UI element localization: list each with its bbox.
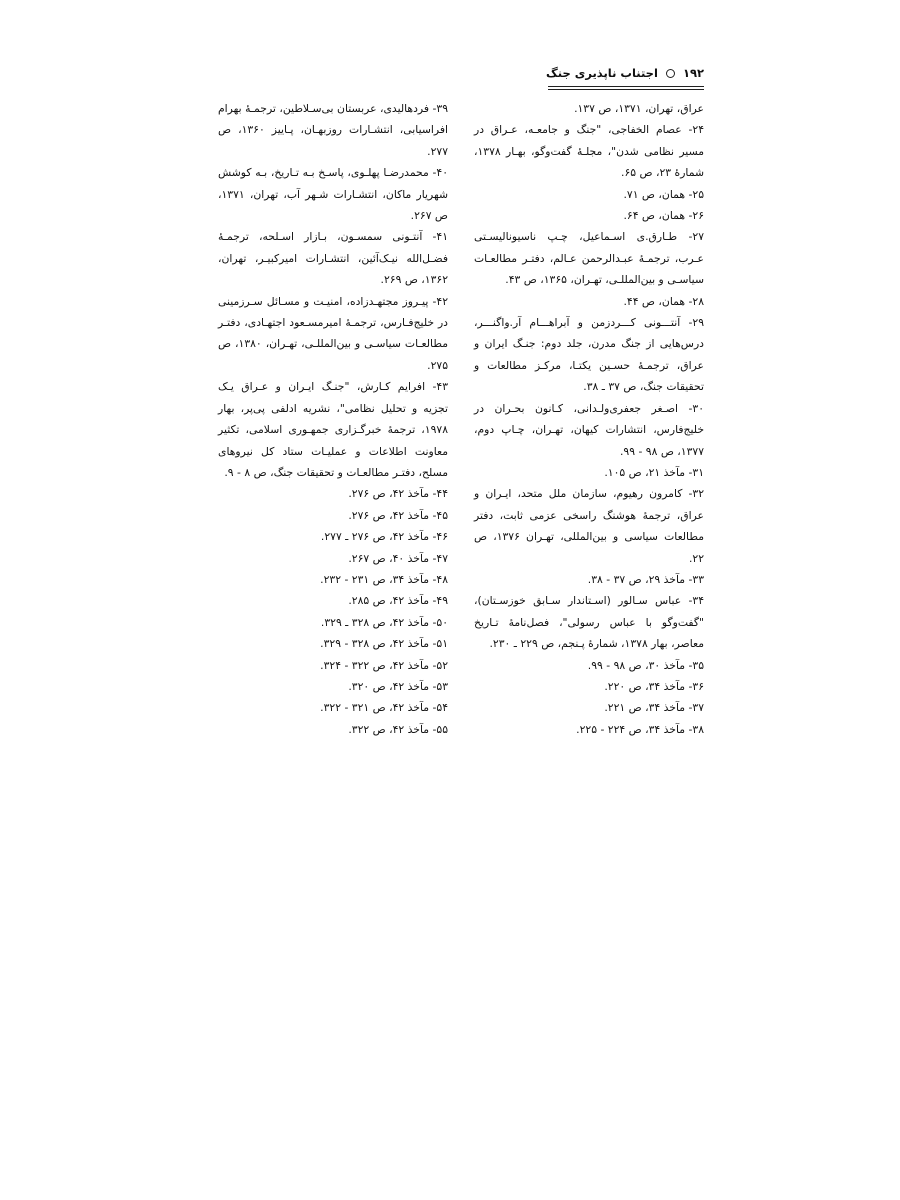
footnote-entry: ۴۳- افرایم کـارش، "جنـگ ایـران و عـراق یـک تجزیه و تحلیل نظامی"، نشریه ادلفی پی‌پر، بهار ۱۹۷۸، ترجمهٔ خبرگـزاری جمهـوری اسلامی، تکثیر معاونت اطلاعات و عملیـات ستاد کل نیروهای مسلح، دفتـر مطالعـات و تحقیقات جنگ، ص ۸ - ۹. xyxy=(218,380,448,479)
footnote-entry: ۲۶- همان، ص ۶۴. xyxy=(623,209,704,223)
footnote-entry: ۲۵- همان، ص ۷۱. xyxy=(623,187,704,201)
footnote-entry: ۳۸- مآخذ ۳۴، ص ۲۲۴ - ۲۲۵. xyxy=(576,722,704,736)
header-rule xyxy=(548,86,704,87)
footnote-entry: ۳۶- مآخذ ۳۴، ص ۲۲۰. xyxy=(604,679,704,693)
footnote-entry: ۳۹- فردهالیدی، عربستان بی‌سـلاطین، ترجمـهٔ بهرام افراسیابی، انتشـارات روزبهـان، پـاییز ۱۳۶۰، ص ۲۷۷. xyxy=(218,102,448,158)
footnote-entry: ۵۱- مآخذ ۴۲، ص ۳۲۸ - ۳۲۹. xyxy=(320,637,448,651)
footnote-entry: ۳۴- عباس سـالور (اسـتاندار سـابق خوزسـتان)، "گفت‌وگو با عباس رسولی"، فصل‌نامهٔ تـاریخ معاصر، بهار ۱۳۷۸، شمارهٔ پـنجم، ص ۲۲۹ ـ ۲۳۰. xyxy=(474,594,704,651)
footnote-entry: ۴۱- آنتـونی سمسـون، بـازار اسـلحه، ترجمـهٔ فضـل‌الله نیـک‌آئین، انتشـارات امیرکبیـر، تهران، ۱۳۶۲، ص ۲۶۹. xyxy=(218,230,448,287)
footnote-entry: ۵۲- مآخذ ۴۲، ص ۳۲۲ - ۳۲۴. xyxy=(320,658,448,672)
footnote-entry: ۳۱- مآخذ ۲۱، ص ۱۰۵. xyxy=(604,465,704,479)
footnote-entry: ۴۵- مآخذ ۴۲، ص ۲۷۶. xyxy=(348,508,448,522)
footnote-entry: ۴۰- محمدرضـا پهلـوی، پاسـخ بـه تـاریخ، بـه کوشش شهریار ماکان، انتشـارات شـهر آب، تهران، ۱۳۷۱، ص ۲۶۷. xyxy=(218,166,448,223)
footnote-entry: ۲۷- طـارق.ی اسـماعیل، چـپ ناسیونالیسـتی عـرب، ترجمـهٔ عبـدالرحمن عـالم، دفتـر مطالعـات سیاسـی و بین‌المللـی، تهـران، ۱۳۶۵، ص ۴۳. xyxy=(474,230,704,287)
footnote-entry: ۴۶- مآخذ ۴۲، ص ۲۷۶ ـ ۲۷۷. xyxy=(320,530,448,544)
footnote-entry: ۲۴- عصام الخفاجی، "جنگ و جامعـه، عـراق در مسیر نظامی شدن"، مجلـهٔ گفت‌وگو، بهـار ۱۳۷۸، شمارهٔ ۲۳، ص ۶۵. xyxy=(474,123,704,180)
footnote-entry: ۳۷- مآخذ ۳۴، ص ۲۲۱. xyxy=(604,701,704,715)
footnote-entry: ۴۷- مآخذ ۴۰، ص ۲۶۷. xyxy=(348,551,448,565)
running-title: اجتناب ناپذیری جنگ xyxy=(546,66,658,80)
footnote-entry: ۴۸- مآخذ ۳۴، ص ۲۳۱ - ۲۳۲. xyxy=(320,572,448,586)
footnote-entry: ۴۲- پیـروز مجتهـدزاده، امنیـت و مسـائل سـرزمینی در خلیج‌فـارس، ترجمـهٔ امیرمسـعود اجتهـادی، دفتـر مطالعـات سیاسـی و بین‌المللـی، تهـران، ۱۳۸۰، ص ۲۷۵. xyxy=(218,294,448,372)
footnote-entry: عراق، تهران، ۱۳۷۱، ص ۱۳۷. xyxy=(574,102,704,115)
footnote-entry: ۵۵- مآخذ ۴۲، ص ۳۲۲. xyxy=(348,722,448,736)
footnote-entry: ۳۵- مآخذ ۳۰، ص ۹۸ - ۹۹. xyxy=(587,658,704,672)
footnote-entry: ۴۹- مآخذ ۴۲، ص ۲۸۵. xyxy=(348,594,448,608)
footnote-entry: ۵۳- مآخذ ۴۲، ص ۳۲۰. xyxy=(348,679,448,693)
notes-column-right xyxy=(474,98,704,740)
notes-column-left xyxy=(218,98,448,740)
header-rule xyxy=(548,89,704,90)
footnote-entry: ۲۹- آنتـــونی کـــردزمن و آبراهـــام آر.واگنـــر، درس‌هایی از جنگ مدرن، جلد دوم: جنـگ ایران و عراق، ترجمـهٔ حسـین یکتـا، مرکـز مطالعات و تحقیقات جنگ، ص ۳۷ ـ ۳۸. xyxy=(474,316,704,394)
footnote-entry: ۳۲- کامرون رهیوم، سازمان ملل متحد، ایـران و عراق، ترجمهٔ هوشنگ راسخی عزمی ثابت، دفتر مطالعات سیاسی و بین‌المللی، تهـران ۱۳۷۶، ص ۲۲. xyxy=(474,487,704,565)
page-number: ۱۹۲ xyxy=(682,66,704,80)
footnote-entry: ۵۰- مآخذ ۴۲، ص ۳۲۸ ـ ۳۲۹. xyxy=(320,615,448,629)
footnote-entry: ۳۰- اصـغر جعفری‌ولـدانی، کـانون بحـران در خلیج‌فارس، انتشارات کیهان، تهـران، چـاپ دوم، ۱۳۷۷، ص ۹۸ - ۹۹. xyxy=(474,401,704,458)
circle-separator-icon xyxy=(666,69,675,78)
footnote-entry: ۲۸- همان، ص ۴۴. xyxy=(623,294,704,308)
footnote-entry: ۴۴- مآخذ ۴۲، ص ۲۷۶. xyxy=(348,487,448,501)
footnote-entry: ۵۴- مآخذ ۴۲، ص ۳۲۱ - ۳۲۲. xyxy=(320,701,448,715)
footnote-entry: ۳۳- مآخذ ۲۹، ص ۳۷ - ۳۸. xyxy=(587,572,704,586)
